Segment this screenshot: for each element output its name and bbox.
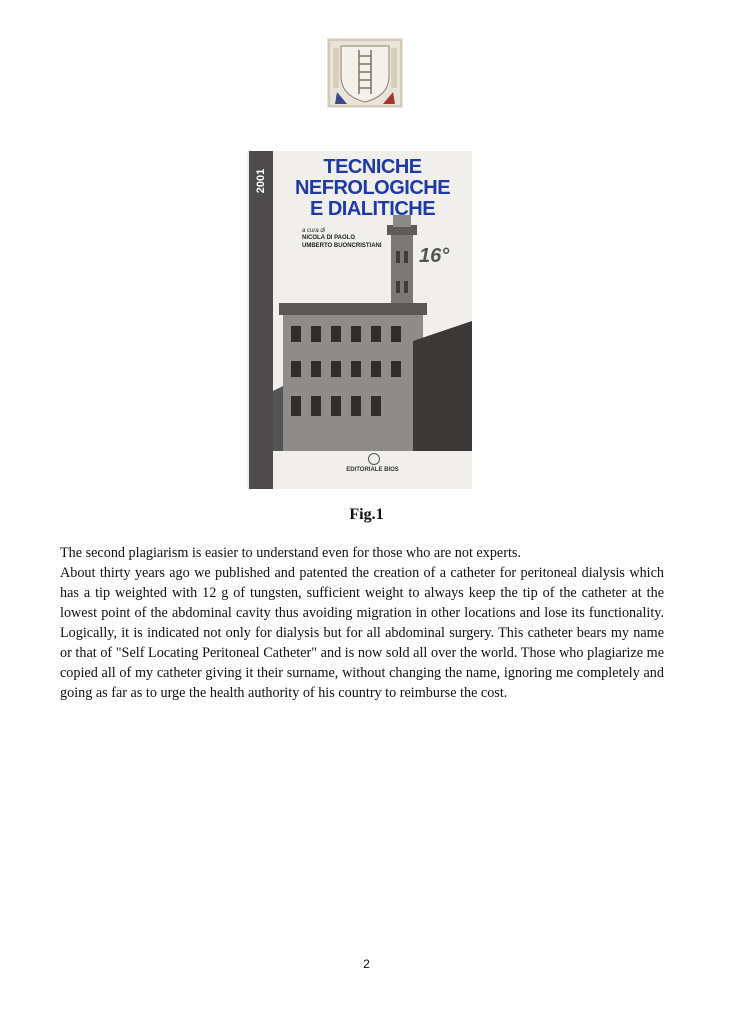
cover-year: 2001 [255, 168, 267, 194]
paragraph-2: About thirty years ago we published and patented the creation of a catheter for peritoneal dialysis which has a tip weighted with 12 g of tungsten, sufficient weight to always keep the tip of the catheter at the lowest point of the abdominal cavity thus avoiding migration in other locations and lose its functionality. Logically, it is indicated not only for dialysis but for all abdominal surgery. This catheter bears my name or that of "Self Locating Peritoneal Catheter" and is now sold all over the world. Those who plagiarize me copied all of my catheter giving it their surname, without changing the name, ignoring me completely and going as far as to urge the health authority of his country to reimburse the cost. [60, 565, 664, 701]
cover-curator-label: a cura di [302, 228, 326, 234]
cover-year-band [249, 151, 273, 489]
figure-caption: Fig.1 [349, 506, 384, 523]
book-cover-image [247, 151, 472, 489]
cover-publisher: EDITORIALE BIOS [346, 467, 399, 473]
cover-editor-1: NICOLA DI PAOLO [302, 235, 355, 241]
cover-editor-2: UMBERTO BUONCRISTIANI [302, 243, 382, 249]
publisher-logo-icon [368, 453, 380, 465]
cover-edition: 16° [419, 245, 450, 267]
coat-of-arms-logo [327, 38, 403, 108]
cover-title-line-3: E DIALITICHE [309, 198, 436, 220]
cover-title-line-2: NEFROLOGICHE [294, 177, 451, 199]
page-number: 2 [363, 957, 370, 971]
cover-title-line-1: TECNICHE [323, 156, 422, 178]
paragraph-1: The second plagiarism is easier to understand even for those who are not experts. [60, 545, 521, 561]
